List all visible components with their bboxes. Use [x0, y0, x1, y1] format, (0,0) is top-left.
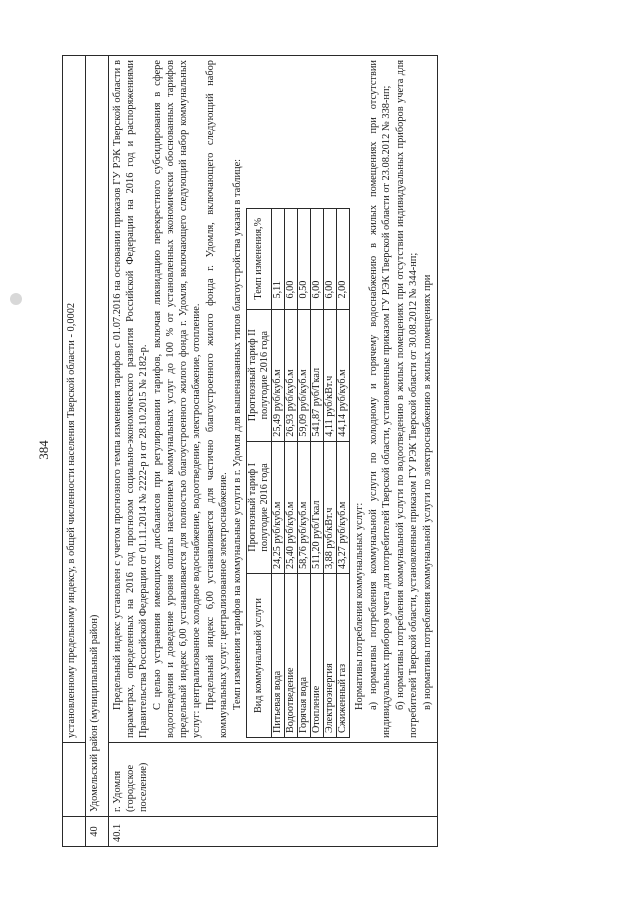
tariff-h1: 3,88 руб/кВт.ч: [324, 441, 337, 573]
tariff-h2: 541,87 руб/Гкал: [311, 309, 324, 441]
index-table: [62, 55, 438, 847]
norm-item-b: б) нормативы потребления коммунальной услуги по водоотведению в жилых помещениях при отсутствии индивидуальных приборов учета для потребителей Тверской области, установленные приказом ГУ РЭК Тверской области от 30.08.2012 № 344-нп;: [395, 60, 419, 738]
tariff-h2: 4,11 руб/кВт.ч: [324, 309, 337, 441]
change-rate: 5,11: [272, 209, 285, 310]
tariff-h1: 43,27 руб/куб.м: [337, 441, 350, 573]
norm-item-a: а) нормативы потребления коммунальной услуги по холодному и горячему водоснабжению в жилых помещениях при отсутствии индивидуальных приборов учета для потребителей Тверской области, установленные приказом ГУ РЭК Тверской области от 23.08.2012 № 338-нп;: [368, 60, 392, 738]
tariff-row: [298, 209, 311, 738]
tariff-h2: 59,09 руб/куб.м: [298, 309, 311, 441]
tariff-header-row: [247, 209, 272, 738]
district-row: [86, 56, 109, 847]
paragraph-partial-housing: Предельный индекс 6,00 устанавливается для частично благоустроенного жилого фонда г. Удомля, включающего следующий набор коммунальных услуг: централизованное электроснабжение.: [205, 60, 229, 738]
entry-place: г. Удомля (городское поселение): [109, 743, 438, 817]
district-number: 40: [86, 817, 109, 847]
tariff-row: [324, 209, 337, 738]
paragraph-table-intro: Темп изменения тарифов на коммунальные услуги в г. Удомля для вышеназванных типов благоустройства указан в таблице:: [232, 158, 243, 710]
service-name: Сжиженный газ: [337, 574, 350, 738]
change-rate: 0,50: [298, 209, 311, 310]
col-header-tariff-h2: Прогнозный тариф II полугодие 2016 года: [247, 309, 272, 441]
norms-title: Нормативы потребления коммунальных услуг:: [354, 502, 365, 710]
header-text: установленному предельному индексу, в общей численности населения Тверской области - 0,0002: [63, 56, 86, 743]
service-name: Отопление: [311, 574, 324, 738]
scan-mark: [10, 293, 22, 305]
entry-body: [109, 56, 438, 743]
tariff-h2: 44,14 руб/куб.м: [337, 309, 350, 441]
header-row: [63, 56, 86, 847]
col-header-change: Темп изменения,%: [247, 209, 272, 310]
tariff-h2: 25,49 руб/куб.м: [272, 309, 285, 441]
col-header-tariff-h1: Прогнозный тариф I полугодие 2016 года: [247, 441, 272, 573]
change-rate: 6,00: [285, 209, 298, 310]
change-rate: 6,00: [311, 209, 324, 310]
tariff-row: [272, 209, 285, 738]
service-name: Водоотведение: [285, 574, 298, 738]
change-rate: 2,00: [337, 209, 350, 310]
tariff-h1: 25,40 руб/куб.м: [285, 441, 298, 573]
document-frame: [62, 55, 628, 847]
service-name: Питьевая вода: [272, 574, 285, 738]
tariff-row: [285, 209, 298, 738]
tariff-h2: 26,93 руб/куб.м: [285, 309, 298, 441]
change-rate: 6,00: [324, 209, 337, 310]
tariff-h1: 511,20 руб/Гкал: [311, 441, 324, 573]
col-header-service: Вид коммунальной услуги: [247, 574, 272, 738]
service-name: Горячая вода: [298, 574, 311, 738]
norm-item-c: в) нормативы потребления коммунальной услуги по электроснабжению в жилых помещениях при: [422, 274, 433, 710]
tariff-h1: 24,25 руб/куб.м: [272, 441, 285, 573]
paragraph-full-housing: С целью устранения имеющихся дисбалансов при регулировании тарифов, включая ликвидацию перекрестного субсидирования в сфере водоотведения и доведение уровня оплаты населением коммунальных услуг до 100 % от установленных экономически обоснованных тарифов предельный индекс 6,00 устанавливается для полностью благоустроенного жилого фонда г. Удомля, включающего следующий набор коммунальных услуг: централизованное холодное водоснабжение, водоотведение, электроснабжение, отопление.: [152, 60, 202, 738]
tariff-table: [246, 208, 350, 738]
page-number: 384: [36, 440, 51, 460]
tariff-row: [337, 209, 350, 738]
header-empty-cell: [63, 743, 86, 817]
tariff-h1: 58,76 руб/куб.м: [298, 441, 311, 573]
paragraph-basis: Предельный индекс установлен с учетом прогнозного темпа изменения тарифов с 01.07.2016 на основании приказов ГУ РЭК Тверской области в параметрах, определенных на 2016 год прогнозом социально-экономического развития Российской Федерации на 2016 год и распоряжениями Правительства Российской Федерации от 01.11.2014 № 2222-р и от 28.10.2015 № 2182-р.: [112, 60, 149, 738]
entry-number: 40.1: [109, 817, 438, 847]
tariff-row: [311, 209, 324, 738]
service-name: Электроэнергия: [324, 574, 337, 738]
entry-row: [109, 56, 438, 847]
header-empty-cell: [63, 817, 86, 847]
district-name: Удомельский район (муниципальный район): [86, 56, 109, 817]
